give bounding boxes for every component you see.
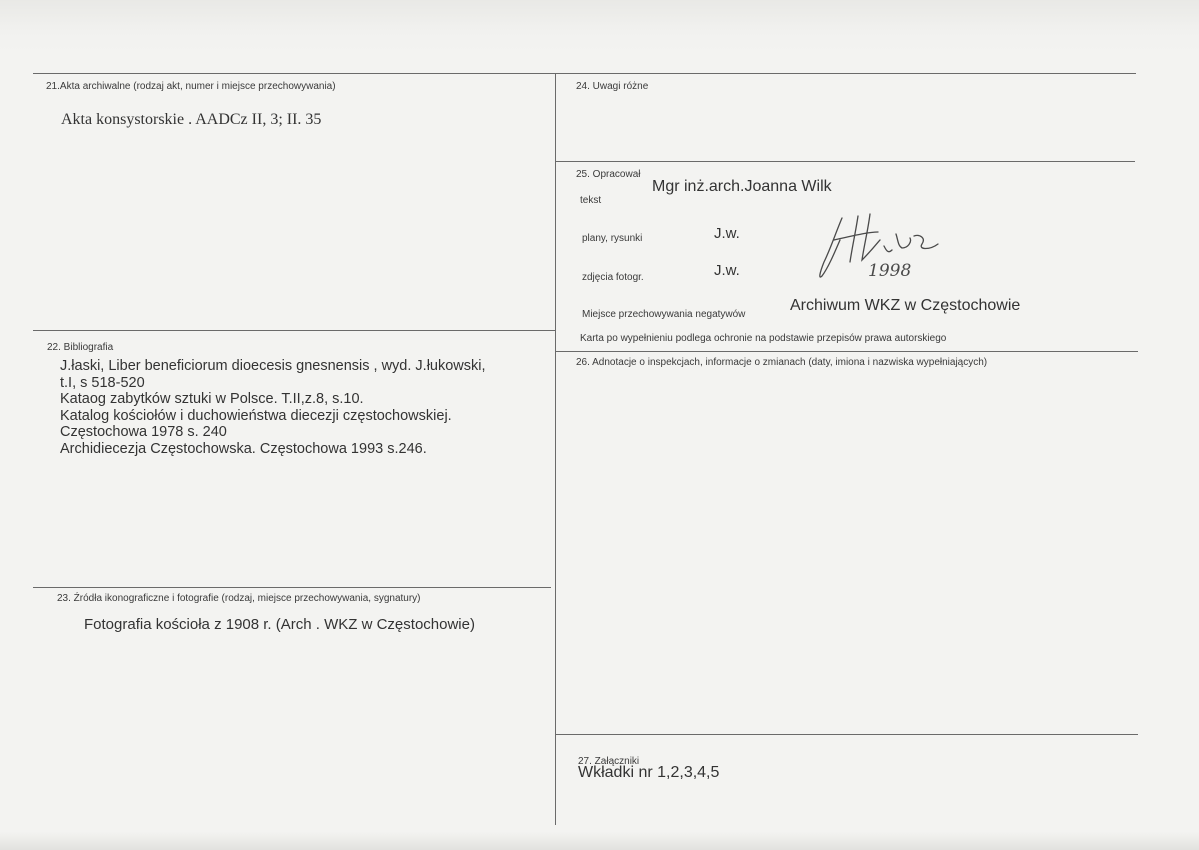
sec27-label: 27. Załączniki xyxy=(578,756,640,767)
scan-bottom-edge xyxy=(0,832,1199,850)
sec21-label: 21.Akta archiwalne (rodzaj akt, numer i miejsce przechowywania) xyxy=(46,81,336,92)
sec27-value: Wkładki nr 1,2,3,4,5 xyxy=(578,764,720,781)
sec25-plany-value: J.w. xyxy=(714,225,740,242)
sec22-label: 22. Bibliografia xyxy=(47,342,114,353)
sec24-label: 24. Uwagi różne xyxy=(576,81,649,92)
sec26-label: 26. Adnotacje o inspekcjach, informacje o zmianach (daty, imiona i nazwiska wypełniających) xyxy=(576,357,988,368)
sec25-negatywy-label: Miejsce przechowywania negatywów xyxy=(582,309,746,320)
sec25-plany-label: plany, rysunki xyxy=(582,233,643,244)
bibliography-line: Katalog kościołów i duchowieństwa diecezji częstochowskiej. xyxy=(60,407,452,424)
sec23-label: 23. Źródła ikonograficzne i fotografie (rodzaj, miejsce przechowywania, sygnatury) xyxy=(57,593,421,604)
sec25-zdjecia-label: zdjęcia fotogr. xyxy=(582,272,644,283)
sec25-tekst-label: tekst xyxy=(580,195,602,206)
divider-26-27 xyxy=(555,734,1138,735)
bibliography-line: J.łaski, Liber beneficiorum dioecesis gnesnensis , wyd. J.łukowski, xyxy=(60,358,486,374)
divider-top xyxy=(33,73,1136,74)
bibliography-line: Archidiecezja Częstochowska. Częstochowa 1993 s.246. xyxy=(60,440,427,457)
sec25-label: 25. Opracował xyxy=(576,169,641,180)
sec21-value: Akta konsystorskie . AADCz II, 3; II. 35 xyxy=(61,111,322,128)
scan-top-edge xyxy=(0,0,1199,52)
sec25-copyright-note: Karta po wypełnieniu podlega ochronie na podstawie przepisów prawa autorskiego xyxy=(580,333,947,344)
svg-text:1998: 1998 xyxy=(868,261,912,281)
divider-24-25 xyxy=(555,161,1135,162)
sec25-author: Mgr inż.arch.Joanna Wilk xyxy=(652,178,832,195)
divider-vertical xyxy=(555,73,556,825)
divider-21-22 xyxy=(33,330,555,331)
bibliography-list xyxy=(60,358,486,457)
signature-graphic xyxy=(812,210,952,290)
divider-22-23 xyxy=(33,587,551,588)
sec25-negatywy-value: Archiwum WKZ w Częstochowie xyxy=(790,297,1021,314)
sec25-zdjecia-value: J.w. xyxy=(714,262,740,279)
sec23-value: Fotografia kościoła z 1908 r. (Arch . WKZ w Częstochowie) xyxy=(84,616,475,633)
divider-25-26 xyxy=(555,351,1138,352)
bibliography-line: Kataog zabytków sztuki w Polsce. T.II,z.8, s.10. xyxy=(60,391,364,407)
bibliography-line: Częstochowa 1978 s. 240 xyxy=(60,424,227,440)
bibliography-line: t.I, s 518-520 xyxy=(60,374,145,391)
